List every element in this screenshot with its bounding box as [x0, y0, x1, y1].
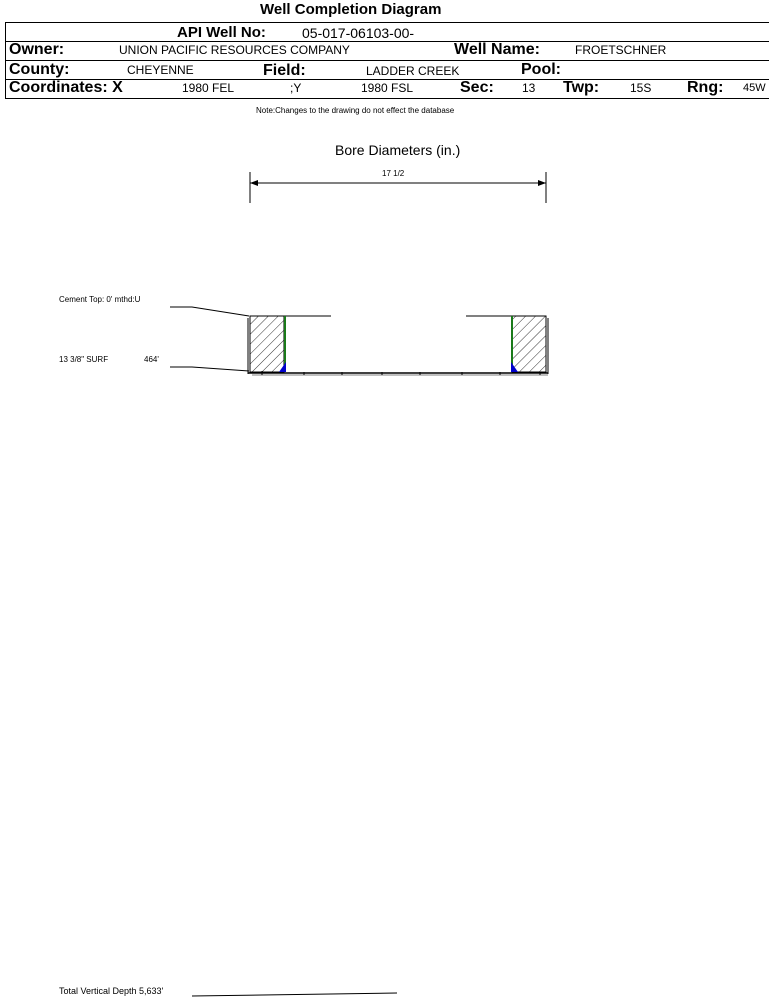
bore-dimension	[250, 172, 546, 203]
page-title: Well Completion Diagram	[260, 1, 442, 18]
coordinates-label: Coordinates: X	[9, 79, 123, 96]
api-value: 05-017-06103-00-	[302, 25, 415, 41]
bore-diameters-title: Bore Diameters (in.)	[335, 142, 461, 158]
disclaimer-note: Note:Changes to the drawing do not effect the database	[256, 106, 455, 115]
api-label: API Well No:	[177, 24, 266, 41]
section-label: Sec:	[460, 79, 494, 96]
bore-diameter-value: 17 1/2	[382, 169, 405, 178]
cement-annulus-right	[511, 316, 546, 372]
x-coordinate-value: 1980 FEL	[182, 81, 235, 95]
section-value: 13	[522, 81, 536, 95]
field-value: LADDER CREEK	[366, 64, 460, 78]
range-label: Rng:	[687, 79, 724, 96]
cement-annulus-left	[250, 316, 286, 372]
casing-leader	[170, 367, 249, 371]
total-depth-label: Total Vertical Depth 5,633'	[59, 986, 164, 996]
cement-top-leader	[170, 307, 249, 316]
casing-size-label: 13 3/8" SURF	[59, 355, 109, 364]
dimension-arrow-right	[538, 180, 546, 186]
pool-label: Pool:	[521, 61, 561, 78]
dimension-arrow-left	[250, 180, 258, 186]
township-value: 15S	[630, 81, 652, 95]
total-depth-line	[192, 993, 397, 996]
owner-label: Owner:	[9, 41, 65, 58]
y-coordinate-value: 1980 FSL	[361, 81, 414, 95]
range-value: 45W	[743, 82, 766, 94]
well-name-value: FROETSCHNER	[575, 43, 667, 57]
well-name-label: Well Name:	[454, 41, 540, 58]
county-value: CHEYENNE	[127, 63, 194, 77]
cement-top-label: Cement Top: 0' mthd:U	[59, 295, 141, 304]
county-label: County:	[9, 61, 70, 78]
y-coordinate-label: ;Y	[290, 81, 302, 95]
field-label: Field:	[263, 62, 306, 79]
casing-depth-label: 464'	[144, 355, 159, 364]
owner-value: UNION PACIFIC RESOURCES COMPANY	[119, 43, 350, 57]
township-label: Twp:	[563, 79, 600, 96]
